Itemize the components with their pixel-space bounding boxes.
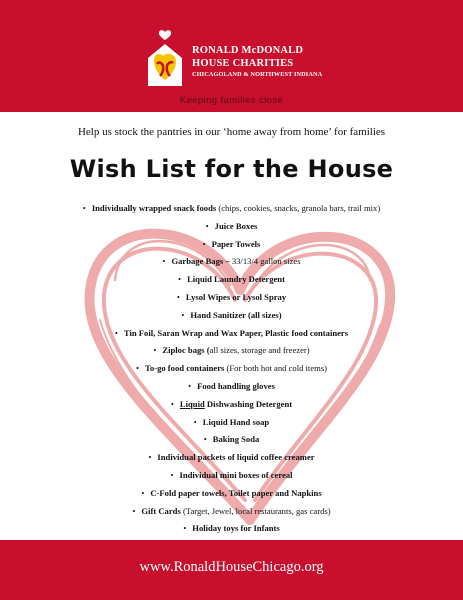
header-banner	[0, 0, 463, 112]
bullet-icon: •	[141, 487, 145, 498]
item-bold-text: Ziploc bags (	[162, 345, 210, 356]
bullet-icon: •	[205, 220, 209, 231]
bullet-icon: •	[203, 434, 207, 445]
list-item	[0, 470, 463, 488]
org-name-line3: CHICAGOLAND & NORTHWEST INDIANA	[192, 71, 323, 78]
list-item	[0, 256, 463, 274]
list-item	[0, 274, 463, 292]
item-bold-text: Juice Boxes	[214, 220, 258, 231]
bullet-icon: •	[170, 469, 174, 480]
org-name-line2: HOUSE CHARITIES	[192, 57, 294, 69]
item-bold-text: Tin Foil, Saran Wrap and Wax Paper, Plastic food containers	[123, 327, 349, 338]
bullet-icon: •	[148, 452, 152, 463]
list-item	[0, 328, 463, 346]
list-item	[0, 523, 463, 541]
bullet-icon: •	[178, 274, 182, 285]
item-bold-text: Baking Soda	[212, 434, 260, 445]
item-bold-text: Lysol Wipes or Lysol Spray	[185, 291, 287, 302]
item-bold-text: Individual mini boxes of cereal	[179, 469, 293, 480]
item-bold-text: Food handling gloves	[197, 380, 275, 391]
bullet-icon: •	[183, 523, 187, 534]
item-bold-text: Liquid Hand soap	[202, 416, 270, 427]
item-detail-text: (chips, cookies, snacks, granola bars, trail mix)	[216, 203, 381, 213]
bullet-icon: •	[162, 256, 166, 267]
wish-list	[0, 203, 463, 559]
list-item	[0, 399, 463, 417]
list-item	[0, 292, 463, 310]
list-item	[0, 381, 463, 399]
bullet-icon: •	[114, 327, 118, 338]
item-bold-text: Individually wrapped snack foods	[91, 203, 217, 213]
list-item	[0, 221, 463, 239]
item-detail-text: (For both hot and cold items)	[224, 363, 328, 374]
bullet-icon: •	[193, 416, 197, 427]
list-item	[0, 488, 463, 506]
item-bold-text: To-go food containers	[144, 363, 225, 374]
list-item	[0, 310, 463, 328]
list-item	[0, 345, 463, 363]
website-link[interactable]: www.RonaldHouseChicago.org	[139, 559, 324, 575]
item-bold-text: Paper Towels	[211, 238, 261, 249]
item-underlined-text: Liquid	[179, 398, 205, 409]
item-bold-text: Garbage Bags –	[171, 256, 230, 267]
list-item	[0, 452, 463, 470]
bullet-icon: •	[132, 505, 136, 516]
item-detail-text: all sizes, storage and freezer)	[209, 345, 310, 356]
tagline: Keeping families close	[179, 95, 284, 106]
item-detail-text: 33/13/4 gallon sizes	[229, 256, 301, 267]
bullet-icon: •	[202, 238, 206, 249]
list-item	[0, 203, 463, 221]
item-bold-text: Liquid Laundry Detergent	[187, 274, 285, 285]
item-bold-text: Hand Sanitizer (all sizes)	[190, 309, 282, 320]
bullet-icon: •	[82, 203, 86, 213]
list-item	[0, 506, 463, 524]
bullet-icon: •	[153, 345, 157, 356]
org-name	[192, 46, 322, 78]
list-item	[0, 417, 463, 435]
bullet-icon: •	[176, 291, 180, 302]
item-bold-text: Gift Cards	[141, 505, 181, 516]
footer-banner	[0, 540, 463, 600]
org-name-line1: RONALD McDONALD	[192, 45, 304, 56]
rmhc-house-heart-icon	[146, 30, 184, 88]
bullet-icon: •	[181, 309, 185, 320]
intro-text: Help us stock the pantries in our ‘home away from home’ for families	[77, 126, 386, 138]
item-detail-text: (Target, Jewel, local restaurants, gas cards)	[180, 505, 331, 516]
list-item	[0, 363, 463, 381]
bullet-icon: •	[188, 380, 192, 391]
item-bold-text: Dishwashing Detergent	[204, 398, 293, 409]
item-bold-text: Individual packets of liquid coffee creamer	[157, 452, 315, 463]
bullet-icon: •	[170, 398, 174, 409]
bullet-icon: •	[135, 363, 139, 374]
list-item	[0, 434, 463, 452]
item-bold-text: C-Fold paper towels, Toilet paper and Napkins	[150, 487, 322, 498]
page-title: Wish List for the House	[69, 155, 394, 183]
item-bold-text: Holiday toys for Infants	[192, 523, 280, 534]
list-item	[0, 239, 463, 257]
